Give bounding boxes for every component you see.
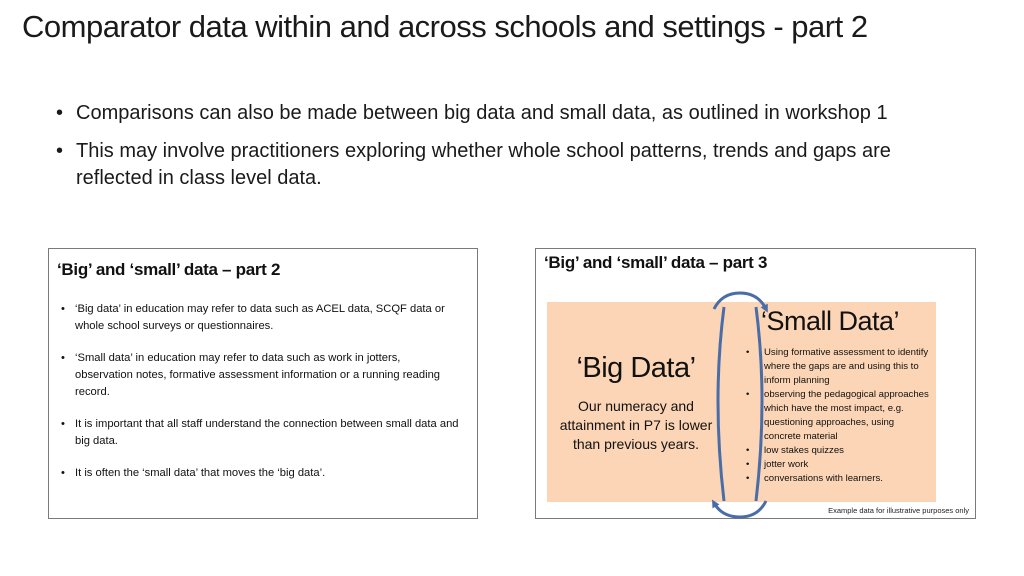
panel-title: ‘Big’ and ‘small’ data – part 3 (544, 253, 768, 272)
big-data-text: Our numeracy and attainment in P7 is lower than previous years. (559, 398, 713, 452)
bottom-arrow-icon (714, 501, 766, 517)
small-data-item: • conversations with learners. (746, 472, 932, 486)
footnote: Example data for illustrative purposes only (828, 506, 969, 515)
panel-title: ‘Big’ and ‘small’ data – part 2 (57, 260, 281, 279)
small-data-item: • jotter work (746, 458, 932, 472)
panel-bullet: • It is often the ‘small data’ that moves the ‘big data’. (61, 465, 461, 482)
big-data-box (547, 302, 725, 502)
small-data-item: • low stakes quizzes (746, 444, 932, 458)
panel-bullet-list (61, 301, 461, 497)
slide-bullet-list (54, 100, 934, 203)
small-data-box (724, 302, 936, 502)
panel-bullet: • ‘Big data’ in education may refer to data such as ACEL data, SCQF data or whole school surveys or questionnaires. (61, 301, 461, 335)
small-data-list (746, 346, 932, 486)
small-data-item: • Using formative assessment to identify where the gaps are and using this to inform planning (746, 346, 932, 388)
slide-bullet: • This may involve practitioners exploring whether whole school patterns, trends and gaps are reflected in class level data. (54, 138, 934, 192)
slide-title: Comparator data within and across schools and settings - part 2 (22, 9, 868, 44)
small-data-heading: ‘Small Data’ (760, 306, 900, 336)
panel-bullet: • It is important that all staff understand the connection between small data and big data. (61, 416, 461, 450)
small-data-item: • observing the pedagogical approaches which have the most impact, e.g. questioning approaches, using concrete material (746, 388, 932, 444)
slide-bullet: • Comparisons can also be made between big data and small data, as outlined in workshop 1 (54, 100, 934, 127)
big-small-data-part-3-image (535, 248, 976, 519)
big-small-data-part-2-image (48, 248, 478, 519)
big-data-heading: ‘Big Data’ (576, 352, 696, 384)
panel-bullet: • ‘Small data’ in education may refer to data such as work in jotters, observation notes, formative assessment information or a running reading record. (61, 350, 461, 401)
